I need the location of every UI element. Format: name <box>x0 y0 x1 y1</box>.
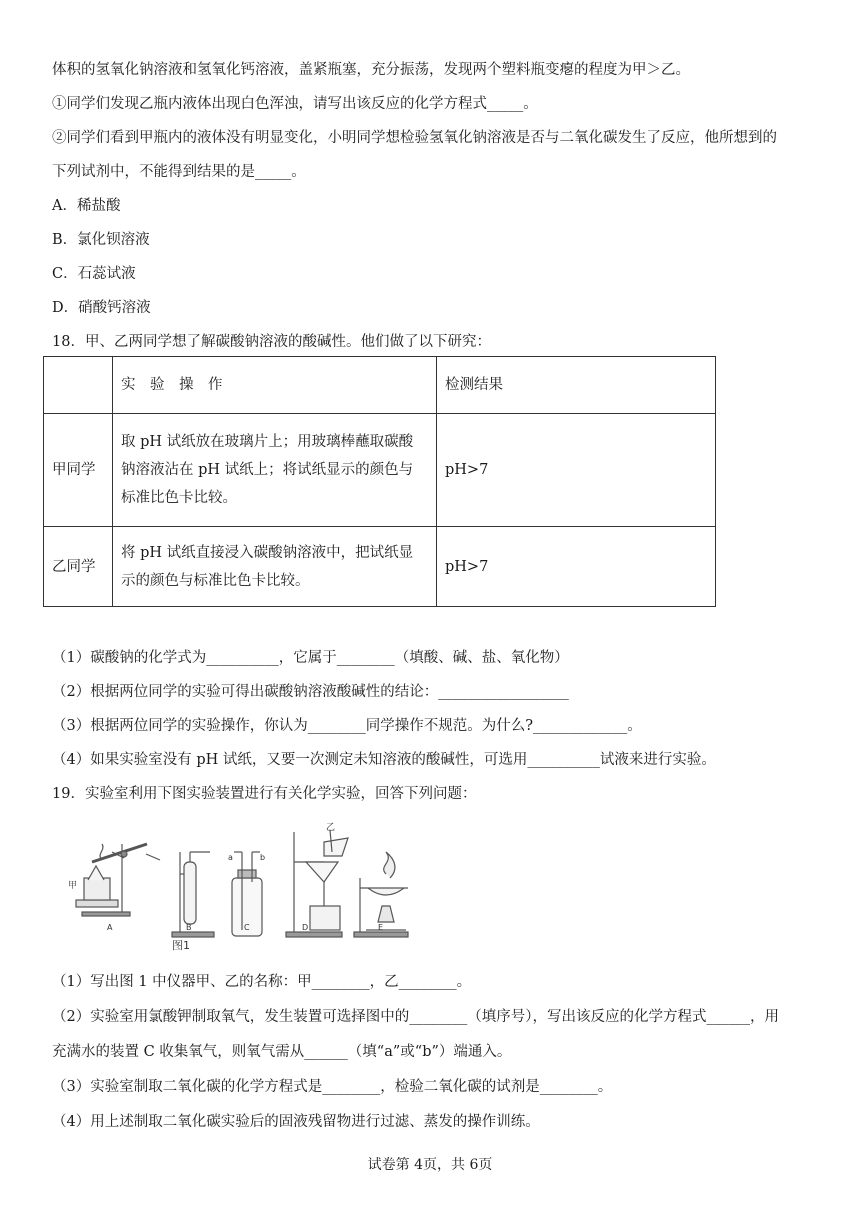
question-19-part-2-cont: 充满水的装置 C 收集氧气，则氧气需从______（填“a”或“b”）端通入。 <box>52 1044 512 1060</box>
question-17-part-2-cont: 下列试剂中，不能得到结果的是_____。 <box>52 164 306 180</box>
caption-b: B <box>186 923 192 932</box>
caption-a: A <box>107 923 113 932</box>
option-a: A．稀盐酸 <box>52 198 121 214</box>
table-header-cell: 实 验 操 作 <box>113 357 437 414</box>
result-cell: pH>7 <box>437 414 716 527</box>
operation-cell <box>113 527 437 607</box>
table-header-cell: 检测结果 <box>437 357 716 414</box>
option-b: B．氯化钡溶液 <box>52 232 150 248</box>
result-cell: pH>7 <box>437 527 716 607</box>
question-19-part-1: （1）写出图 1 中仪器甲、乙的名称：甲________，乙________。 <box>52 974 472 990</box>
operation-line: 示的颜色与标准比色卡比较。 <box>121 572 310 589</box>
caption-e: E <box>378 923 384 932</box>
page-footer: 试卷第 4页，共 6页 <box>367 1157 493 1173</box>
question-18-part-3: （3）根据两位同学的实验操作，你认为________同学操作不规范。为什么?_____________。 <box>52 718 642 734</box>
question-18-stem: 18．甲、乙两同学想了解碳酸钠溶液的酸碱性。他们做了以下研究： <box>52 334 491 350</box>
student-cell: 乙同学 <box>44 527 113 607</box>
operation-line: 将 pH 试纸直接浸入碳酸钠溶液中，把试纸显 <box>121 544 414 561</box>
table-row <box>44 527 716 607</box>
table-header-row <box>44 357 716 414</box>
label-a: a <box>228 853 233 862</box>
question-17-part-2: ②同学们看到甲瓶内的液体没有明显变化，小明同学想检验氢氧化钠溶液是否与二氧化碳发生了反应，他所想到的 <box>52 130 777 146</box>
table-header-cell <box>44 357 113 414</box>
question-19-part-4: （4）用上述制取二氧化碳实验后的固液残留物进行过滤、蒸发的操作训练。 <box>52 1114 540 1130</box>
question-19-part-3: （3）实验室制取二氧化碳的化学方程式是________，检验二氧化碳的试剂是________。 <box>52 1079 613 1095</box>
apparatus-b <box>172 852 214 937</box>
question-19-stem: 19．实验室利用下图实验装置进行有关化学实验，回答下列问题： <box>52 786 477 802</box>
operation-cell <box>113 414 437 527</box>
table-row <box>44 414 716 527</box>
caption-c: C <box>244 923 250 932</box>
label-b: b <box>260 853 266 862</box>
apparatus-a <box>76 844 160 916</box>
operation-line: 取 pH 试纸放在玻璃片上；用玻璃棒蘸取碳酸 <box>121 434 414 450</box>
student-cell: 甲同学 <box>44 414 113 527</box>
option-d: D．硝酸钙溶液 <box>52 300 151 316</box>
option-c: C．石蕊试液 <box>52 266 136 282</box>
question-17-part-1: ①同学们发现乙瓶内液体出现白色浑浊，请写出该反应的化学方程式_____。 <box>52 96 538 112</box>
question-18-part-4: （4）如果实验室没有 pH 试纸，又要一次测定未知溶液的酸碱性，可选用__________试液来进行实验。 <box>52 752 716 768</box>
operation-line: 钠溶液沾在 pH 试纸上；将试纸显示的颜色与 <box>121 462 414 478</box>
question-18-part-2: （2）根据两位同学的实验可得出碳酸钠溶液酸碱性的结论：__________________ <box>52 684 569 700</box>
label-yi: 乙 <box>326 823 336 833</box>
operation-line: 标准比色卡比较。 <box>121 490 237 506</box>
apparatus-d <box>286 830 348 937</box>
question-19-part-2: （2）实验室用氯酸钾制取氧气，发生装置可选择图中的________（填序号），写出该反应的化学方程式______，用 <box>52 1009 779 1025</box>
question-18-part-1: （1）碳酸钠的化学式为__________，它属于________（填酸、碱、盐、氧化物） <box>52 650 569 666</box>
experiment-table <box>43 356 716 607</box>
label-jia: 甲 <box>68 881 78 891</box>
figure-title: 图1 <box>172 939 190 952</box>
apparatus-figure <box>62 822 422 958</box>
text-line-1: 体积的氢氧化钠溶液和氢氧化钙溶液，盖紧瓶塞，充分振荡，发现两个塑料瓶变瘪的程度为甲＞乙。 <box>52 62 690 78</box>
caption-d: D <box>302 923 309 932</box>
